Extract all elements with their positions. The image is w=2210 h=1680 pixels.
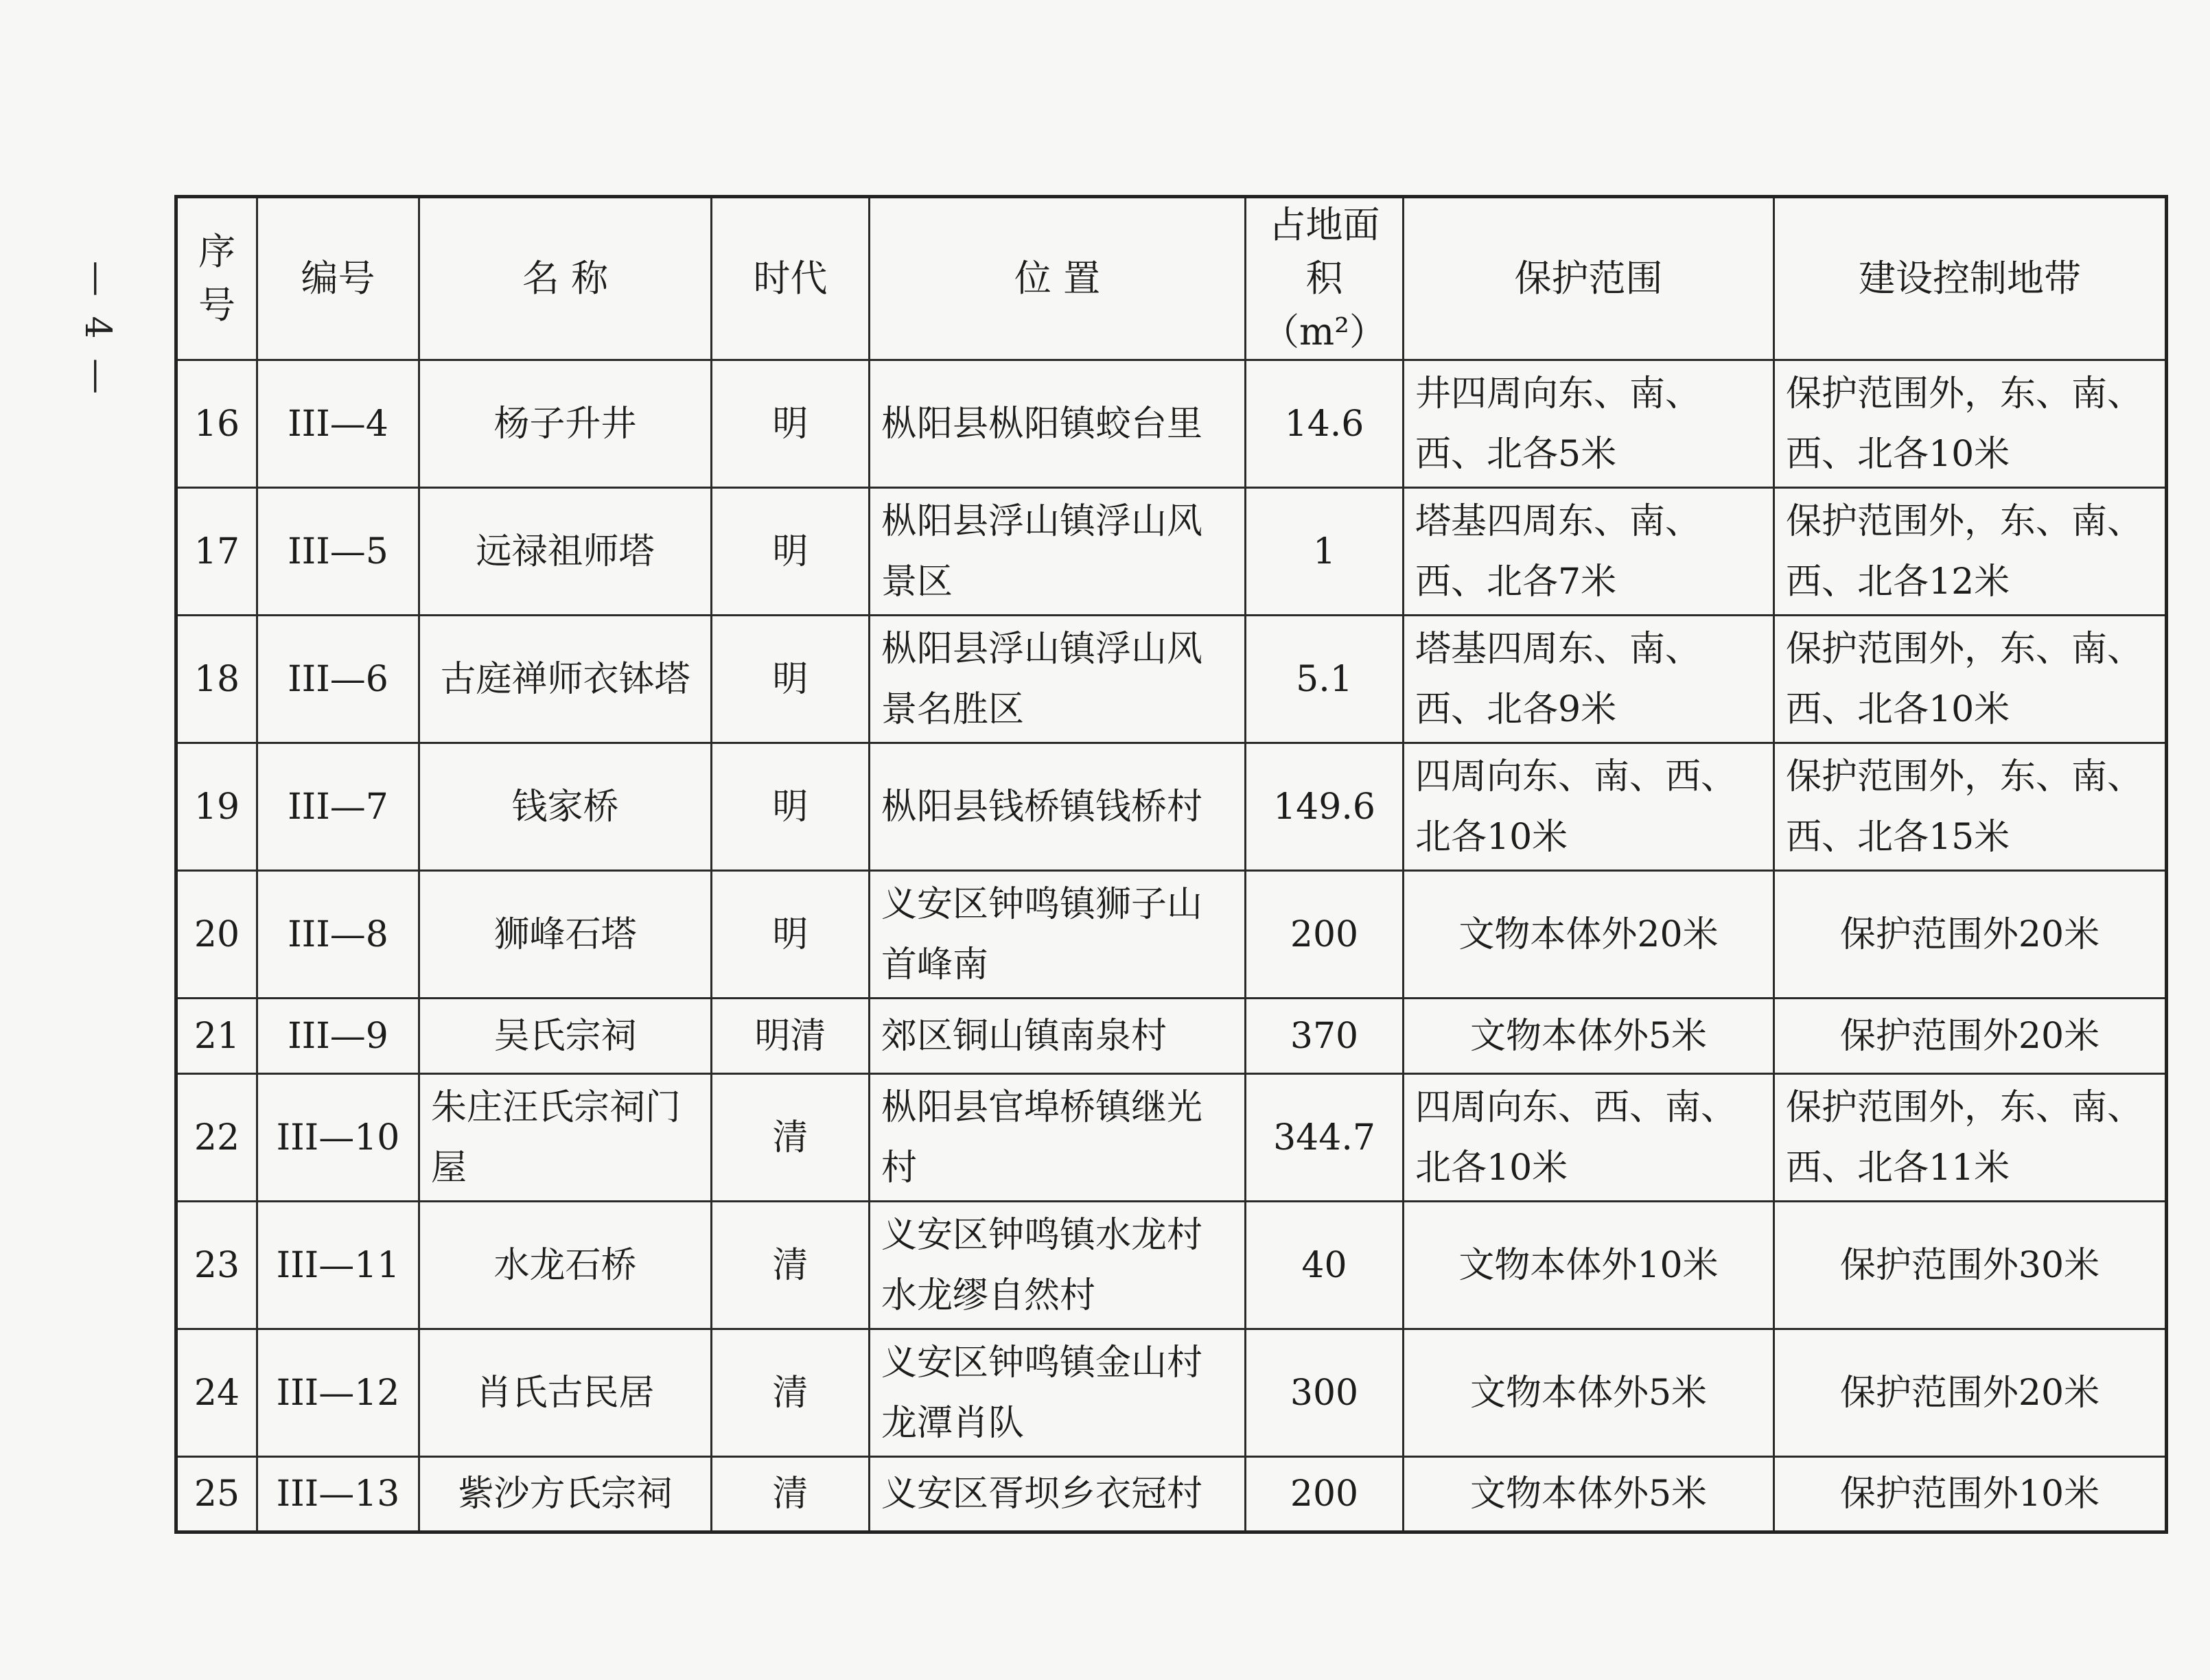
cell-name: 紫沙方氏宗祠 <box>419 1457 712 1532</box>
cell-area: 200 <box>1246 871 1404 999</box>
cell-code: III—4 <box>257 360 419 488</box>
header-row <box>176 197 2167 360</box>
cell-seq: 20 <box>176 871 257 999</box>
cell-name: 狮峰石塔 <box>419 871 712 999</box>
heritage-table-container <box>174 195 2165 1526</box>
table-row <box>176 743 2167 871</box>
cell-control: 保护范围外，东、南、西、北各10米 <box>1774 360 2167 488</box>
cell-location: 枞阳县官埠桥镇继光村 <box>870 1074 1246 1202</box>
table-row <box>176 1202 2167 1329</box>
cell-code: III—13 <box>257 1457 419 1532</box>
cell-seq: 22 <box>176 1074 257 1202</box>
cell-protection: 文物本体外5米 <box>1404 1329 1774 1457</box>
cell-code: III—12 <box>257 1329 419 1457</box>
cell-control: 保护范围外，东、南、西、北各15米 <box>1774 743 2167 871</box>
table-row <box>176 1329 2167 1457</box>
cell-control: 保护范围外20米 <box>1774 1329 2167 1457</box>
cell-seq: 23 <box>176 1202 257 1329</box>
cell-location: 义安区钟鸣镇金山村龙潭肖队 <box>870 1329 1246 1457</box>
cell-area: 149.6 <box>1246 743 1404 871</box>
cell-name: 钱家桥 <box>419 743 712 871</box>
header-protection: 保护范围 <box>1404 197 1774 360</box>
cell-area: 40 <box>1246 1202 1404 1329</box>
cell-area: 344.7 <box>1246 1074 1404 1202</box>
cell-area: 300 <box>1246 1329 1404 1457</box>
cell-protection: 井四周向东、南、西、北各5米 <box>1404 360 1774 488</box>
cell-location: 枞阳县枞阳镇蛟台里 <box>870 360 1246 488</box>
cell-control: 保护范围外，东、南、西、北各10米 <box>1774 616 2167 743</box>
cell-seq: 19 <box>176 743 257 871</box>
cell-era: 明 <box>712 488 870 616</box>
header-control: 建设控制地带 <box>1774 197 2167 360</box>
cell-area: 1 <box>1246 488 1404 616</box>
table-row <box>176 616 2167 743</box>
cell-area: 5.1 <box>1246 616 1404 743</box>
header-location: 位 置 <box>870 197 1246 360</box>
cell-code: III—8 <box>257 871 419 999</box>
cell-protection: 四周向东、西、南、北各10米 <box>1404 1074 1774 1202</box>
cell-seq: 25 <box>176 1457 257 1532</box>
table-row <box>176 1074 2167 1202</box>
cell-era: 清 <box>712 1074 870 1202</box>
cell-code: III—10 <box>257 1074 419 1202</box>
cell-seq: 18 <box>176 616 257 743</box>
cell-name: 杨子升井 <box>419 360 712 488</box>
header-era: 时代 <box>712 197 870 360</box>
cell-control: 保护范围外，东、南、西、北各11米 <box>1774 1074 2167 1202</box>
cell-code: III—5 <box>257 488 419 616</box>
cell-code: III—6 <box>257 616 419 743</box>
cell-era: 明清 <box>712 999 870 1074</box>
cell-name: 朱庄汪氏宗祠门屋 <box>419 1074 712 1202</box>
cell-seq: 16 <box>176 360 257 488</box>
cell-seq: 24 <box>176 1329 257 1457</box>
cell-control: 保护范围外10米 <box>1774 1457 2167 1532</box>
cell-location: 郊区铜山镇南泉村 <box>870 999 1246 1074</box>
cell-era: 明 <box>712 360 870 488</box>
cell-name: 肖氏古民居 <box>419 1329 712 1457</box>
table-row <box>176 1457 2167 1532</box>
cell-name: 水龙石桥 <box>419 1202 712 1329</box>
table-row <box>176 488 2167 616</box>
cell-area: 370 <box>1246 999 1404 1074</box>
cell-era: 明 <box>712 871 870 999</box>
cell-location: 义安区钟鸣镇狮子山首峰南 <box>870 871 1246 999</box>
cell-area: 200 <box>1246 1457 1404 1532</box>
cell-control: 保护范围外30米 <box>1774 1202 2167 1329</box>
cell-protection: 塔基四周东、南、西、北各7米 <box>1404 488 1774 616</box>
table-row <box>176 999 2167 1074</box>
page-number: — 4 — <box>77 260 118 399</box>
cell-location: 枞阳县浮山镇浮山风景区 <box>870 488 1246 616</box>
header-area: 占地面积（m²） <box>1246 197 1404 360</box>
cell-control: 保护范围外20米 <box>1774 871 2167 999</box>
header-seq: 序号 <box>176 197 257 360</box>
cell-protection: 文物本体外20米 <box>1404 871 1774 999</box>
cell-location: 义安区胥坝乡衣冠村 <box>870 1457 1246 1532</box>
cell-seq: 17 <box>176 488 257 616</box>
cell-name: 古庭禅师衣钵塔 <box>419 616 712 743</box>
cell-area: 14.6 <box>1246 360 1404 488</box>
cell-era: 明 <box>712 616 870 743</box>
cell-control: 保护范围外，东、南、西、北各12米 <box>1774 488 2167 616</box>
cell-code: III—9 <box>257 999 419 1074</box>
cell-name: 吴氏宗祠 <box>419 999 712 1074</box>
cell-location: 义安区钟鸣镇水龙村水龙缪自然村 <box>870 1202 1246 1329</box>
cell-era: 清 <box>712 1202 870 1329</box>
cell-era: 明 <box>712 743 870 871</box>
table-row <box>176 871 2167 999</box>
cell-name: 远禄祖师塔 <box>419 488 712 616</box>
cell-protection: 四周向东、南、西、北各10米 <box>1404 743 1774 871</box>
cell-code: III—7 <box>257 743 419 871</box>
header-name: 名 称 <box>419 197 712 360</box>
cell-protection: 文物本体外5米 <box>1404 1457 1774 1532</box>
cell-location: 枞阳县钱桥镇钱桥村 <box>870 743 1246 871</box>
heritage-table <box>174 195 2168 1534</box>
cell-era: 清 <box>712 1457 870 1532</box>
table-row <box>176 360 2167 488</box>
cell-code: III—11 <box>257 1202 419 1329</box>
cell-location: 枞阳县浮山镇浮山风景名胜区 <box>870 616 1246 743</box>
cell-seq: 21 <box>176 999 257 1074</box>
cell-protection: 文物本体外5米 <box>1404 999 1774 1074</box>
cell-era: 清 <box>712 1329 870 1457</box>
cell-protection: 文物本体外10米 <box>1404 1202 1774 1329</box>
cell-control: 保护范围外20米 <box>1774 999 2167 1074</box>
cell-protection: 塔基四周东、南、西、北各9米 <box>1404 616 1774 743</box>
header-code: 编号 <box>257 197 419 360</box>
